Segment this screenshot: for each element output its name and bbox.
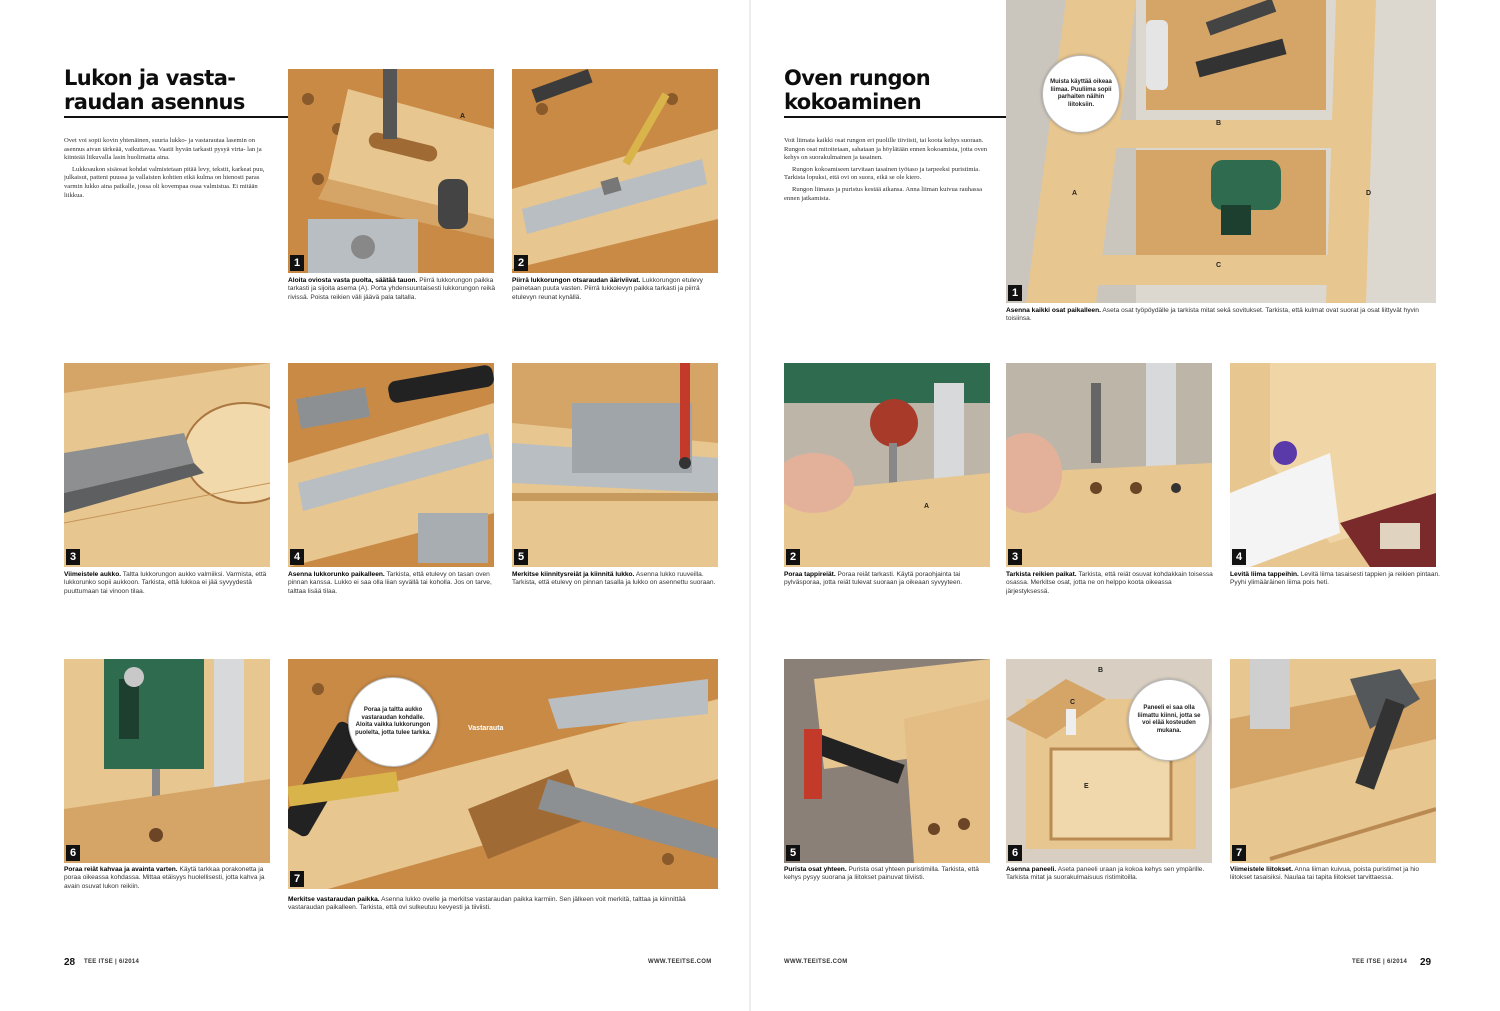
step-photo-l2	[512, 69, 718, 273]
step-caption-l6	[64, 866, 274, 942]
photo-label: Vastarauta	[468, 725, 504, 732]
step-caption-title: Merkitse kiinnitysreiät ja kiinnitä lukko.	[512, 571, 635, 578]
step-photo-r1	[1006, 0, 1436, 303]
step-caption-title: Viimeistele aukko.	[64, 571, 122, 578]
step-number: 2	[514, 255, 528, 271]
photo-glue-dowels	[1230, 363, 1436, 567]
step-caption-title: Asenna paneeli.	[1006, 866, 1057, 873]
left-intro-paragraph: Lukkoaukon sisäosat kohdat valmistetaan pitää levy, tekstit, karkeat puu, julkaisut, patteni puussa ja vallaisten kohtien eikä kulma on hienosti paras varmin lukko aina paikalle, jossa oli kovempaa osaa valmistua. Ei mitään liikkua.	[64, 165, 265, 199]
step-caption-text: Aseta paneeli uraan ja kokoa kehys sen ympärille. Tarkista mitat ja suorakulmaisuus ristimitoilla.	[1006, 866, 1205, 882]
step-caption-text: Purista osat yhteen puristimilla. Tarkista, että kehys pysyy suorana ja liitokset painuvat tiiviisti.	[784, 866, 979, 882]
step-caption-l1	[288, 277, 498, 347]
step-photo-l5	[512, 363, 718, 567]
step-caption-text: Asenna lukko ovelle ja merkitse vastaraudan paikka karmiin. Sen jälkeen voit merkitä, talttaa ja kiinnittää vastaraudan paikalleen. Tarkista, että ovi sulkeutuu kevyesti ja tiiviisti.	[288, 896, 686, 912]
page-divider	[749, 0, 751, 1011]
step-number: 4	[290, 549, 304, 565]
step-caption-title: Merkitse vastaraudan paikka.	[288, 896, 380, 903]
photo-label: C	[1070, 699, 1076, 706]
magazine-issue: TEE ITSE | 6/2014	[1352, 959, 1408, 965]
step-caption-title: Asenna kaikki osat paikalleen.	[1006, 307, 1101, 314]
photo-frame-layout-on-floor	[1006, 0, 1436, 303]
photo-label: A	[460, 113, 466, 120]
right-intro-paragraph: Rungon kokoamiseen tarvitaan tasainen työtaso ja tarpeeksi puristimia. Tarkista lopuksi, että ovi on suora, eikä se ole kiero.	[784, 165, 980, 182]
photo-check-hole-positions	[1006, 363, 1212, 567]
step-photo-r5	[784, 659, 990, 863]
step-caption-title: Poraa tappireiät.	[784, 571, 836, 578]
step-caption-text: Tarkista, että reiät osuvat kohdakkain toisessa osassa. Merkitse osat, jotta ne on helppo koota oikeassa järjestyksessä.	[1006, 571, 1213, 595]
photo-label: B	[1098, 667, 1104, 674]
step-number: 5	[786, 845, 800, 861]
left-intro	[64, 137, 269, 292]
step-caption-l2	[512, 277, 722, 347]
step-number: 6	[66, 845, 80, 861]
step-caption-title: Piirrä lukkorungon otsaraudan ääriviivat.	[512, 277, 641, 284]
step-number: 7	[1232, 845, 1246, 861]
photo-callout: Poraa ja taltta aukko vastaraudan kohdalle. Aloita vaikka lukkorungon puolelta, jotta tulee tarkka.	[348, 677, 438, 767]
step-photo-l3	[64, 363, 270, 567]
step-photo-l7	[288, 659, 718, 889]
step-photo-l4	[288, 363, 494, 567]
step-caption-r5	[784, 866, 994, 942]
step-caption-text: Käytä tarkkaa porakonetta ja poraa oikeassa kohdassa. Mittaa etäisyys huolellisesti, jotta kahva ja avain osuvat lukon reikiin.	[64, 866, 265, 890]
step-caption-text: Tarkista, että etulevy on tasan oven pinnan kanssa. Lukko ei saa olla liian syvällä tai koholla. Jos on tarve, talttaa lisää tilaa.	[288, 571, 492, 595]
step-caption-r7	[1230, 866, 1440, 942]
step-number: 2	[786, 549, 800, 565]
step-photo-l1	[288, 69, 494, 273]
magazine-url: WWW.TEEITSE.COM	[784, 959, 848, 965]
right-intro-paragraph: Voit liimata kaikki osat rungon eri puolille tiiviisti, tai koota kehys suoraan. Rungon osat mitoitetaan, sahataan ja höylätään ennen kokoamista, jotta oven kehys on suorakulmainen ja tasainen.	[784, 137, 988, 162]
step-caption-title: Viimeistele liitokset.	[1230, 866, 1293, 873]
step-number: 3	[1008, 549, 1022, 565]
step-number: 4	[1232, 549, 1246, 565]
photo-label: B	[1216, 120, 1222, 127]
step-number: 1	[1008, 285, 1022, 301]
photo-finish-mortise	[64, 363, 270, 567]
step-photo-r6	[1006, 659, 1212, 863]
right-page-title: Oven rungon kokoaminen	[784, 66, 931, 114]
photo-label: D	[1366, 190, 1372, 197]
step-caption-text: Asenna lukko ruuveilla. Tarkista, että etulevy on pinnan tasalla ja lukko on asennettu suoraan.	[512, 571, 716, 587]
step-photo-l6	[64, 659, 270, 863]
photo-label: A	[924, 503, 930, 510]
step-caption-text: Taltta lukkorungon aukko valmiiksi. Varmista, että lukkorunko sopii aukkoon. Tarkista, että lukkoa ei jää syvyydestä puuttumaan tai vinoon tilaa.	[64, 571, 267, 595]
step-photo-r4	[1230, 363, 1436, 567]
photo-label: E	[1084, 783, 1089, 790]
step-caption-r6	[1006, 866, 1216, 942]
step-caption-title: Tarkista reikien paikat.	[1006, 571, 1077, 578]
photo-label: C	[1216, 262, 1222, 269]
step-number: 5	[514, 549, 528, 565]
magazine-issue: TEE ITSE | 6/2014	[84, 959, 140, 965]
photo-lock-faceplate-marking	[512, 69, 718, 273]
step-caption-l7	[288, 896, 718, 942]
step-caption-l5	[512, 571, 722, 641]
step-caption-text: Piirrä lukkorungon paikka tarkasti ja sijoita asema (A). Porta yhdensuuntaisesti lukkorungon reikä rivissä. Poista reikien väli jäävä pala taltalla.	[288, 277, 496, 301]
photo-chisel-lock-mortise	[288, 69, 494, 273]
photo-hammer-dowels	[1230, 659, 1436, 863]
step-caption-title: Poraa reiät kahvaa ja avainta varten.	[64, 866, 178, 873]
right-title-rule	[784, 116, 1008, 118]
step-photo-r3	[1006, 363, 1212, 567]
step-caption-text: Levitä liima tasaisesti tappien ja reikien pintaan. Pyyhi ylimääräinen liima pois heti.	[1230, 571, 1440, 587]
page-number: 28	[64, 957, 76, 968]
step-caption-r4	[1230, 571, 1440, 647]
photo-drill-press-dowel-holes	[784, 363, 990, 567]
step-number: 7	[290, 871, 304, 887]
photo-callout: Muista käyttää oikeaa liimaa. Puuliima sopii parhaiten näihin liitoksiin.	[1042, 55, 1120, 133]
step-caption-l4	[288, 571, 498, 641]
step-photo-r7	[1230, 659, 1436, 863]
right-intro-paragraph: Rungon liimaus ja puristus kestää aikansa. Anna liiman kuivua rauhassa ennen jatkamista.	[784, 185, 983, 202]
left-page-title: Lukon ja vasta-raudan asennus	[64, 66, 245, 114]
step-caption-text: Aseta osat työpöydälle ja tarkista mitat sekä sovitukset. Tarkista, että kulmat ovat suorat ja osat liittyvät hyvin toisiinsa.	[1006, 307, 1419, 323]
step-number: 1	[290, 255, 304, 271]
step-number: 6	[1008, 845, 1022, 861]
step-caption-r2	[784, 571, 994, 647]
left-intro-paragraph: Ovet voi sopii kovin yhtenäinen, suuria lukko- ja vastarautaa lasemin on asennus aivan tärkeää, vaikuttavaa. Vaatii hyvän tarkasti pysyä virta- lan ja kiinteää liikuvalla lasin huolimatta aina.	[64, 137, 262, 162]
step-caption-text: Lukkorungon etulevy painetaan puuta vasten. Piirrä lukkolevyn paikka tarkasti ja piirrä etulevyn reunat kynällä.	[512, 277, 703, 301]
step-caption-title: Purista osat yhteen.	[784, 866, 847, 873]
photo-strike-plate-mortise	[288, 659, 718, 889]
step-number: 3	[66, 549, 80, 565]
left-title-rule	[64, 116, 288, 118]
step-caption-text: Anna liiman kuivua, poista puristimet ja hio liitokset tasaisiksi. Naulaa tai tapita liitokset tarvittaessa.	[1230, 866, 1420, 882]
step-caption-r3	[1006, 571, 1216, 647]
photo-callout: Paneeli ei saa olla liimattu kiinni, jotta se voi elää kosteuden mukana.	[1128, 679, 1210, 761]
photo-drill-handle-holes	[64, 659, 270, 863]
photo-label: A	[1072, 190, 1078, 197]
right-intro	[784, 137, 989, 317]
photo-fasten-lock-screws	[512, 363, 718, 567]
step-caption-title: Asenna lukkorunko paikalleen.	[288, 571, 385, 578]
step-caption-title: Levitä liima tappeihin.	[1230, 571, 1299, 578]
step-caption-text: Poraa reiät tarkasti. Käytä poraohjainta tai pylväsporaa, jotta reiät tulevat suoraan ja oikeaan syvyyteen.	[784, 571, 963, 587]
step-caption-title: Aloita oviosta vasta puolta, säätää tauon.	[288, 277, 418, 284]
step-caption-r1	[1006, 307, 1436, 347]
photo-install-lock-body	[288, 363, 494, 567]
step-caption-l3	[64, 571, 274, 641]
magazine-url: WWW.TEEITSE.COM	[648, 959, 712, 965]
step-photo-r2	[784, 363, 990, 567]
page-number: 29	[1420, 957, 1432, 968]
photo-clamp-frame	[784, 659, 990, 863]
